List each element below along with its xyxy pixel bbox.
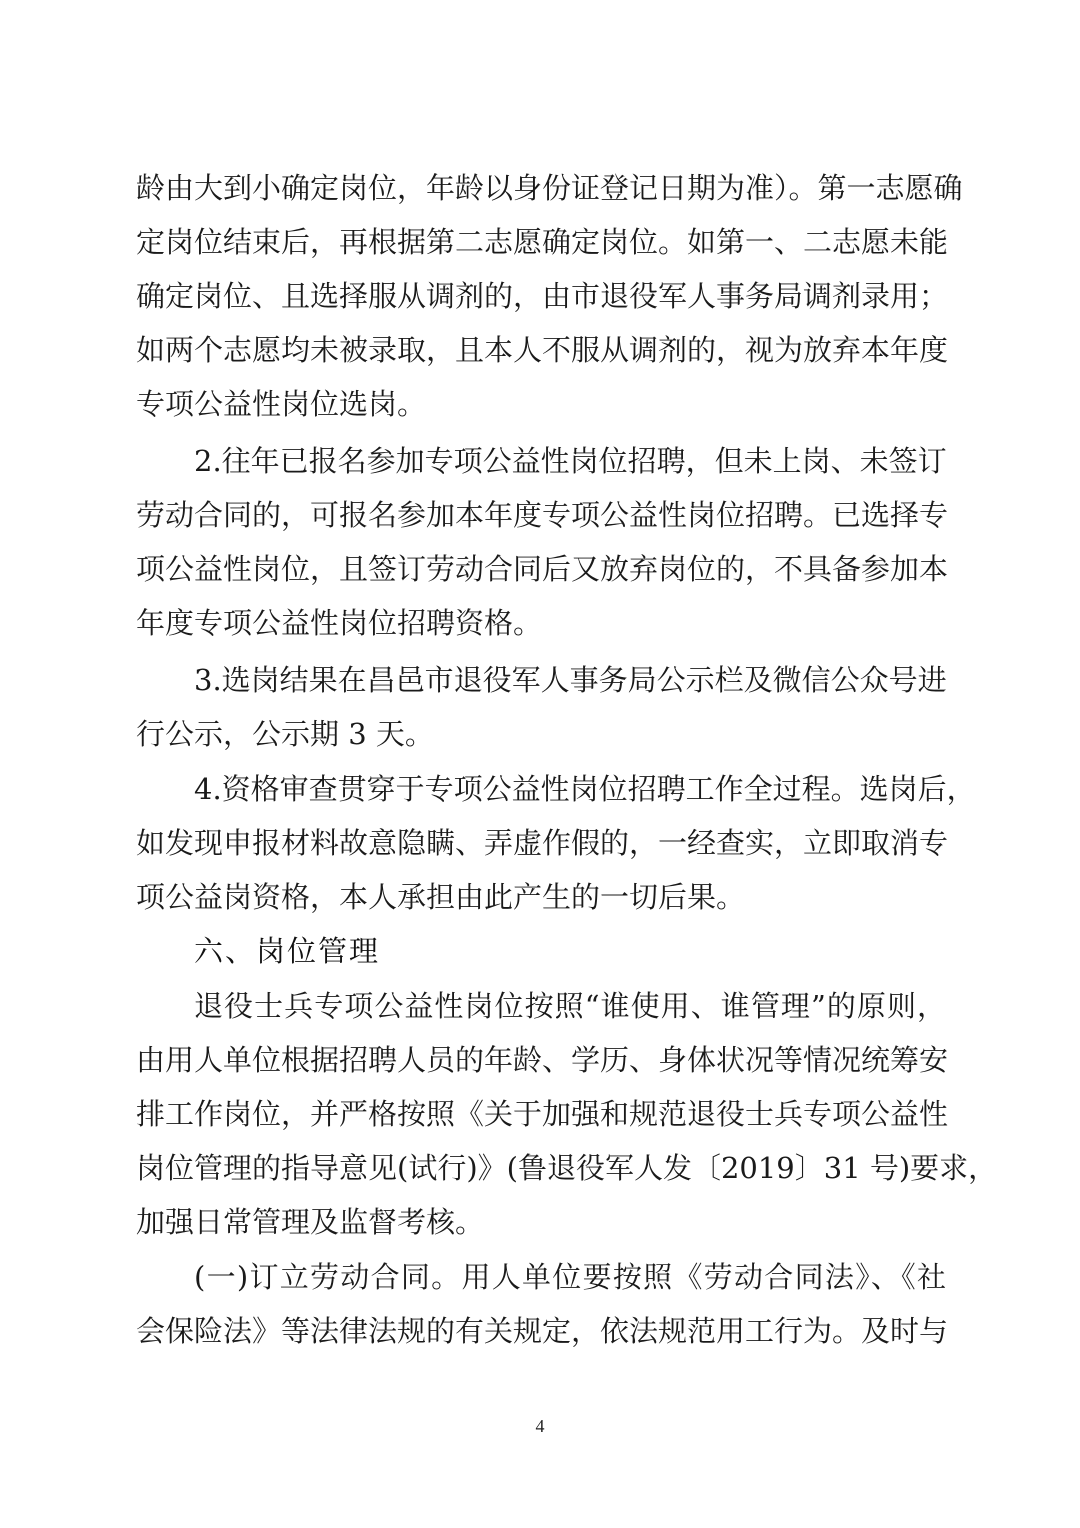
- paragraph-start: 3.选岗结果在昌邑市退役军人事务局公示栏及微信公众号进: [194, 663, 947, 697]
- text-line: 项公益岗资格，本人承担由此产生的一切后果。: [136, 880, 746, 914]
- text-line: 行公示，公示期 3 天。: [136, 717, 434, 751]
- text-line: 定岗位结束后，再根据第二志愿确定岗位。如第一、二志愿未能: [136, 225, 949, 259]
- text-line: 专项公益性岗位选岗。: [136, 387, 427, 421]
- text-line: 确定岗位、且选择服从调剂的，由市退役军人事务局调剂录用；: [136, 279, 949, 313]
- text-line: 项公益性岗位，且签订劳动合同后又放弃岗位的，不具备参加本: [136, 552, 949, 586]
- text-line: 如两个志愿均未被录取，且本人不服从调剂的，视为放弃本年度: [136, 333, 949, 367]
- paragraph-start: (一)订立劳动合同。用人单位要按照《劳动合同法》、《社: [194, 1260, 946, 1294]
- text-line: 排工作岗位，并严格按照《关于加强和规范退役士兵专项公益性: [136, 1097, 949, 1131]
- text-line: 年度专项公益性岗位招聘资格。: [136, 606, 543, 640]
- text-line: 由用人单位根据招聘人员的年龄、学历、身体状况等情况统筹安: [136, 1043, 949, 1077]
- paragraph-start: 退役士兵专项公益性岗位按照“谁使用、谁管理”的原则，: [194, 989, 946, 1023]
- text-line: 会保险法》等法律法规的有关规定，依法规范用工行为。及时与: [136, 1314, 949, 1348]
- text-line: 劳动合同的，可报名参加本年度专项公益性岗位招聘。已选择专: [136, 498, 949, 532]
- paragraph-start: 2.往年已报名参加专项公益性岗位招聘，但未上岗、未签订: [194, 444, 947, 478]
- text-line: 加强日常管理及监督考核。: [136, 1205, 485, 1239]
- paragraph-start: 4.资格审查贯穿于专项公益性岗位招聘工作全过程。选岗后，: [194, 772, 976, 806]
- text-line: 岗位管理的指导意见(试行)》(鲁退役军人发〔2019〕31 号)要求，: [136, 1151, 998, 1185]
- text-line: 如发现申报材料故意隐瞒、弄虚作假的，一经查实，立即取消专: [136, 826, 949, 860]
- text-line: 龄由大到小确定岗位，年龄以身份证登记日期为准）。第一志愿确: [136, 171, 963, 205]
- page-number: 4: [535, 1416, 545, 1436]
- section-heading: 六、岗位管理: [194, 934, 381, 968]
